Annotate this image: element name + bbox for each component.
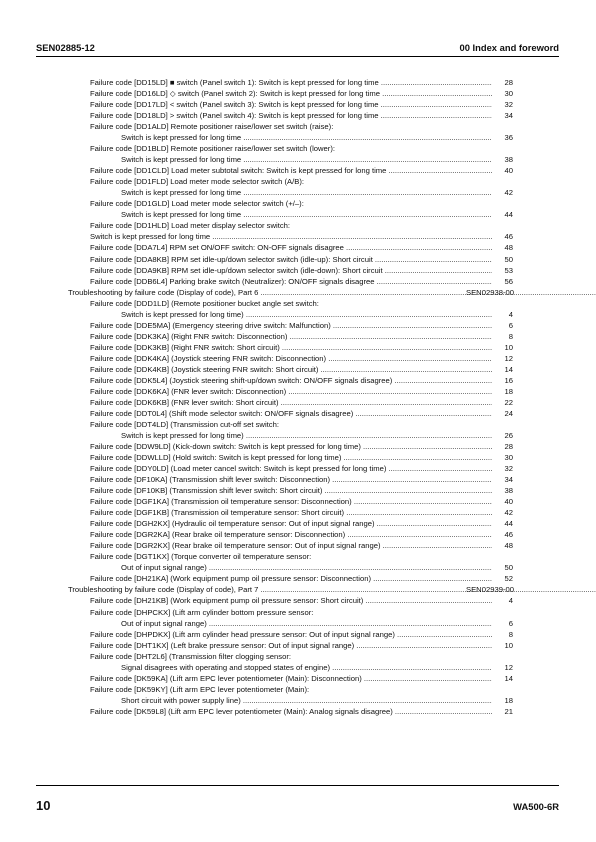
toc-entry-text: Short circuit with power supply line) ..... [121,695,492,706]
toc-entry [0,452,596,463]
toc-entry [0,309,596,320]
page-number: 10 [36,798,51,813]
toc-entry [0,143,596,154]
toc-entry [0,463,596,474]
toc-page-number: 42 [504,188,513,198]
toc-entry-text: Failure code [DD18LD] > switch (Panel switch 4): Switch is kept pressed for long time ..... [90,110,492,121]
toc-entry [0,99,596,110]
toc-entry-text: Failure code [DDK3KA] (Right FNR switch: Disconnection) ..... [90,331,492,342]
toc-entry-text: Failure code [DF10KB] (Transmission shift lever switch: Short circuit) ..... [90,485,492,496]
toc-entry [0,651,596,662]
toc-page-number: 40 [504,497,513,507]
toc-entry [0,618,596,629]
toc-entry-text: Failure code [DD16LD] ◇ switch (Panel switch 2): Switch is kept pressed for long time ..... [90,88,492,99]
toc-entry-text: Failure code [DHT2L6] (Transmission filter clogging sensor: [90,651,291,661]
toc-page-number: 6 [508,320,513,330]
toc-section-heading [0,287,596,298]
toc-entry [0,187,596,198]
toc-page-number: 18 [504,695,513,705]
toc-page-number: 6 [508,618,513,628]
toc-entry-text: Failure code [DD1CLD] Load meter subtotal switch: Switch is kept pressed for long time ..... [90,165,492,176]
toc-page-number: 40 [504,166,513,176]
toc-entry-text: Failure code [DHPCKX] (Lift arm cylinder bottom pressure sensor: [90,607,314,617]
toc-entry-text: Failure code [DDK4KA] (Joystick steering FNR switch: Disconnection) ..... [90,353,492,364]
toc-entry [0,242,596,253]
toc-entry [0,165,596,176]
toc-page-number: 8 [508,629,513,639]
toc-entry-text: Failure code [DDK4KB] (Joystick steering FNR switch: Short circuit) ..... [90,364,492,375]
toc-document-code: SEN02939-00 [465,585,514,595]
toc-page-number: 34 [504,475,513,485]
toc-entry [0,198,596,209]
toc-page-number: 36 [504,133,513,143]
toc-page-number: 50 [504,254,513,264]
toc-entry-text: Failure code [DDA9KB] RPM set idle-up/down selector switch (idle-down): Short circuit ..... [90,265,492,276]
toc-page-number: 38 [504,486,513,496]
toc-page-number: 50 [504,563,513,573]
table-of-contents [0,77,596,717]
toc-entry-text: Failure code [DDT0L4] (Shift mode selector switch: ON/OFF signals disagree) ..... [90,408,492,419]
toc-entry [0,375,596,386]
toc-page-number: 34 [504,111,513,121]
toc-page-number: 30 [504,453,513,463]
toc-entry-text: Failure code [DDA8KB] RPM set idle-up/down selector switch (idle-up): Short circuit ..... [90,254,492,265]
toc-entry-text: Failure code [DK59KY] (Lift arm EPC lever potentiometer (Main): [90,684,310,694]
toc-page-number: 18 [504,386,513,396]
toc-entry [0,673,596,684]
toc-page-number: 14 [504,364,513,374]
toc-entry-text: Failure code [DDT4LD] (Transmission cut-off set switch: [90,419,279,429]
toc-entry-text: Failure code [DD1BLD] Remote positioner raise/lower set switch (lower): [90,144,336,154]
toc-page-number: 46 [504,232,513,242]
toc-page-number: 44 [504,210,513,220]
toc-page-number: 12 [504,662,513,672]
toc-page-number: 48 [504,541,513,551]
toc-page-number: 8 [508,331,513,341]
toc-page-number: 28 [504,442,513,452]
toc-entry [0,397,596,408]
toc-entry [0,485,596,496]
toc-section-heading [0,584,596,595]
toc-entry [0,254,596,265]
toc-entry-text: Failure code [DDK3KB] (Right FNR switch: Short circuit) ..... [90,342,492,353]
toc-entry [0,276,596,287]
toc-entry-text: Failure code [DD15LD] ■ switch (Panel switch 1): Switch is kept pressed for long time ..... [90,77,492,88]
toc-page-number: 21 [504,706,513,716]
toc-page-number: 52 [504,574,513,584]
toc-entry-text: Switch is kept pressed for long time ..... [121,209,492,220]
toc-entry-text: Failure code [DH21KA] (Work equipment pump oil pressure sensor: Disconnection) ..... [90,573,492,584]
toc-page-number: 10 [504,640,513,650]
toc-entry-text: Troubleshooting by failure code (Display of code), Part 7 ..... [68,584,596,595]
toc-page-number: 46 [504,530,513,540]
toc-entry-text: Failure code [DDA7L4] RPM set ON/OFF switch: ON-OFF signals disagree ..... [90,242,492,253]
toc-entry-text: Failure code [DH21KB] (Work equipment pump oil pressure sensor: Short circuit) ..... [90,595,492,606]
toc-entry-text: Failure code [DDWLLD] (Hold switch: Switch is kept pressed for long time) ..... [90,452,492,463]
toc-entry [0,430,596,441]
toc-entry-text: Failure code [DDW9LD] (Kick-down switch: Switch is kept pressed for long time) ..... [90,441,492,452]
toc-entry-text: Failure code [DD1FLD] Load meter mode selector switch (A/B): [90,177,305,187]
toc-entry [0,209,596,220]
toc-entry-text: Failure code [DD1ALD] Remote positioner raise/lower set switch (raise): [90,122,334,132]
section-title: 00 Index and foreword [459,42,559,53]
toc-entry-text: Failure code [DHT1KX] (Left brake pressure sensor: Out of input signal range) ..... [90,640,492,651]
toc-page-number: 10 [504,342,513,352]
toc-entry-text: Failure code [DD1GLD] Load meter mode selector switch (+/–): [90,199,304,209]
toc-entry [0,540,596,551]
toc-page-number: 12 [504,353,513,363]
toc-page-number: 42 [504,508,513,518]
toc-page-number: 14 [504,673,513,683]
toc-entry [0,441,596,452]
toc-entry [0,220,596,231]
toc-entry [0,77,596,88]
toc-entry-text: Switch is kept pressed for long time ..... [90,231,492,242]
toc-entry-text: Signal disagrees with operating and stopped states of engine) ..... [121,662,492,673]
toc-page-number: 32 [504,464,513,474]
toc-entry-text: Failure code [DDY0LD] (Load meter cancel switch: Switch is kept pressed for long time) ..... [90,463,492,474]
toc-entry-text: Out of input signal range) ..... [121,618,492,629]
toc-page-number: 22 [504,397,513,407]
toc-entry [0,529,596,540]
toc-entry [0,474,596,485]
toc-entry [0,662,596,673]
toc-entry [0,595,596,606]
toc-entry-text: Failure code [DGT1KX] (Torque converter oil temperature sensor: [90,552,312,562]
toc-entry-text: Failure code [DGF1KB] (Transmission oil temperature sensor: Short circuit) ..... [90,507,492,518]
toc-entry-text: Failure code [DDD1LD] (Remote positioner bucket angle set switch: [90,298,319,308]
toc-entry-text: Failure code [DHPDKX] (Lift arm cylinder head pressure sensor: Out of input signal range) ..... [90,629,492,640]
toc-entry-text: Failure code [DDB6L4] Parking brake switch (Neutralizer): ON/OFF signals disagree ..... [90,276,492,287]
toc-entry [0,298,596,309]
toc-entry-text: Switch is kept pressed for long time) ..... [121,430,492,441]
toc-entry [0,386,596,397]
toc-page-number: 24 [504,408,513,418]
toc-page-number: 16 [504,375,513,385]
toc-page-number: 44 [504,519,513,529]
toc-page-number: 38 [504,155,513,165]
footer-rule [36,785,559,786]
toc-entry [0,342,596,353]
toc-entry [0,364,596,375]
toc-entry [0,607,596,618]
toc-entry-text: Failure code [DK59L8] (Lift arm EPC lever potentiometer (Main): Analog signals disagree) ..... [90,706,492,717]
toc-entry [0,88,596,99]
toc-entry [0,629,596,640]
toc-entry [0,706,596,717]
toc-entry [0,231,596,242]
toc-entry-text: Failure code [DDK6KB] (FNR lever switch: Short circuit) ..... [90,397,492,408]
toc-entry-text: Failure code [DDK6KA] (FNR lever switch: Disconnection) ..... [90,386,492,397]
model-name: WA500-6R [513,801,559,812]
toc-entry [0,551,596,562]
toc-entry-text: Failure code [DGF1KA] (Transmission oil temperature sensor: Disconnection) ..... [90,496,492,507]
toc-entry [0,121,596,132]
toc-entry-text: Failure code [DK59KA] (Lift arm EPC lever potentiometer (Main): Disconnection) ..... [90,673,492,684]
toc-document-code: SEN02938-00 [465,287,514,297]
toc-entry-text: Failure code [DGH2KX] (Hydraulic oil temperature sensor: Out of input signal range) ..... [90,518,492,529]
toc-page-number: 26 [504,431,513,440]
toc-entry-text: Troubleshooting by failure code (Display of code), Part 6 ..... [68,287,596,298]
toc-page-number: 4 [508,596,513,606]
toc-entry-text: Failure code [DDE5MA] (Emergency steering drive switch: Malfunction) ..... [90,320,492,331]
toc-entry [0,320,596,331]
toc-entry-text: Failure code [DD17LD] < switch (Panel switch 3): Switch is kept pressed for long time ..... [90,99,492,110]
toc-entry [0,640,596,651]
toc-entry [0,265,596,276]
toc-page-number: 30 [504,89,513,99]
toc-entry [0,496,596,507]
toc-entry [0,176,596,187]
toc-entry-text: Switch is kept pressed for long time ..... [121,154,492,165]
toc-entry [0,507,596,518]
toc-entry-text: Out of input signal range) ..... [121,562,492,573]
toc-page-number: 28 [504,78,513,87]
page-header [36,42,559,56]
toc-entry-text: Failure code [DGR2KA] (Rear brake oil temperature sensor: Disconnection) ..... [90,529,492,540]
toc-page-number: 4 [508,309,513,319]
toc-page-number: 32 [504,100,513,110]
toc-entry [0,331,596,342]
toc-page-number: 48 [504,243,513,253]
toc-entry [0,562,596,573]
toc-entry [0,408,596,419]
toc-entry-text: Switch is kept pressed for long time) ..... [121,309,492,320]
header-rule [36,56,559,57]
toc-entry-text: Failure code [DDK5L4] (Joystick steering shift-up/down switch: ON/OFF signals disagree) ..... [90,375,492,386]
page-footer [36,798,559,814]
toc-entry [0,154,596,165]
toc-entry-text: Failure code [DGR2KX] (Rear brake oil temperature sensor: Out of input signal range) ..... [90,540,492,551]
toc-entry [0,684,596,695]
toc-entry [0,518,596,529]
toc-entry [0,110,596,121]
document-code: SEN02885-12 [36,42,95,53]
toc-entry-text: Switch is kept pressed for long time ..... [121,132,492,143]
toc-entry [0,353,596,364]
toc-entry [0,573,596,584]
toc-entry-text: Failure code [DF10KA] (Transmission shift lever switch: Disconnection) ..... [90,474,492,485]
toc-entry-text: Switch is kept pressed for long time ..... [121,187,492,198]
toc-entry [0,132,596,143]
toc-entry [0,419,596,430]
toc-page-number: 56 [504,276,513,286]
toc-entry [0,695,596,706]
toc-entry-text: Failure code [DD1HLD] Load meter display selector switch: [90,221,291,231]
toc-page-number: 53 [504,265,513,275]
